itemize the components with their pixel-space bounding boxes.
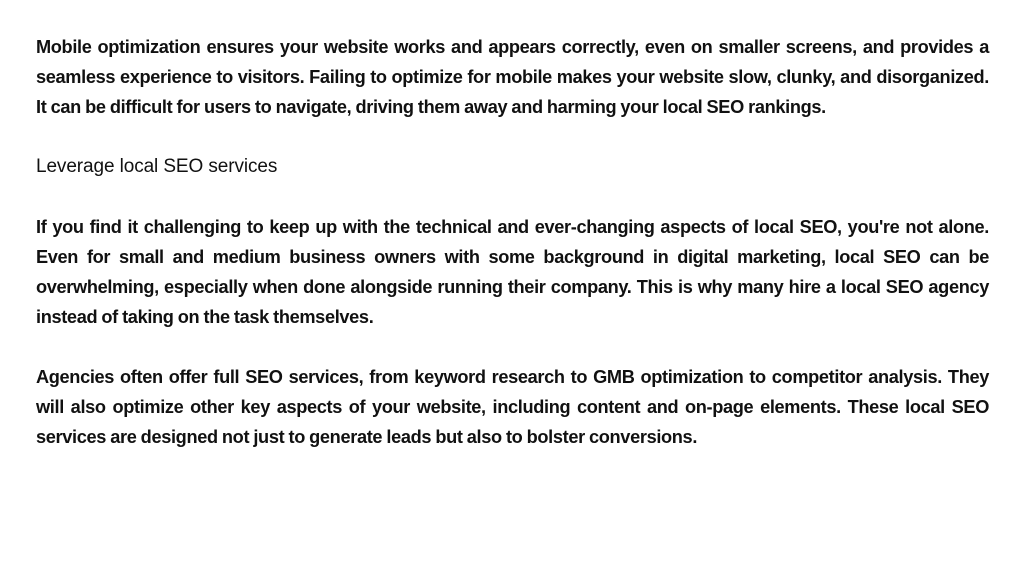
paragraph-spacer xyxy=(36,182,989,212)
paragraph-mobile-optimization: Mobile optimization ensures your website works and appears correctly, even on smaller screens, and provides a seamless experience to visitors. Failing to optimize for mobile makes your website slow, clunky, and disorganized. It can be difficult for users to navigate, driving them away and harming your local SEO rankings. xyxy=(36,37,989,117)
section-heading: Leverage local SEO services xyxy=(36,156,278,177)
paragraph-agency-services: Agencies often offer full SEO services, from keyword research to GMB optimization to competitor analysis. They will also optimize other key aspects of your website, including content and on-page elements. These local SEO services are designed not just to generate leads but also to bolster conversions. xyxy=(36,367,989,447)
paragraph-seo-challenges: If you find it challenging to keep up with the technical and ever-changing aspects of local SEO, you're not alone. Even for small and medium business owners with some background in digital marketing, local SEO can be overwhelming, especially when done alongside running their company. This is why many hire a local SEO agency instead of taking on the task themselves. xyxy=(36,217,989,327)
paragraph-spacer xyxy=(36,332,989,362)
paragraph-spacer xyxy=(36,122,989,152)
